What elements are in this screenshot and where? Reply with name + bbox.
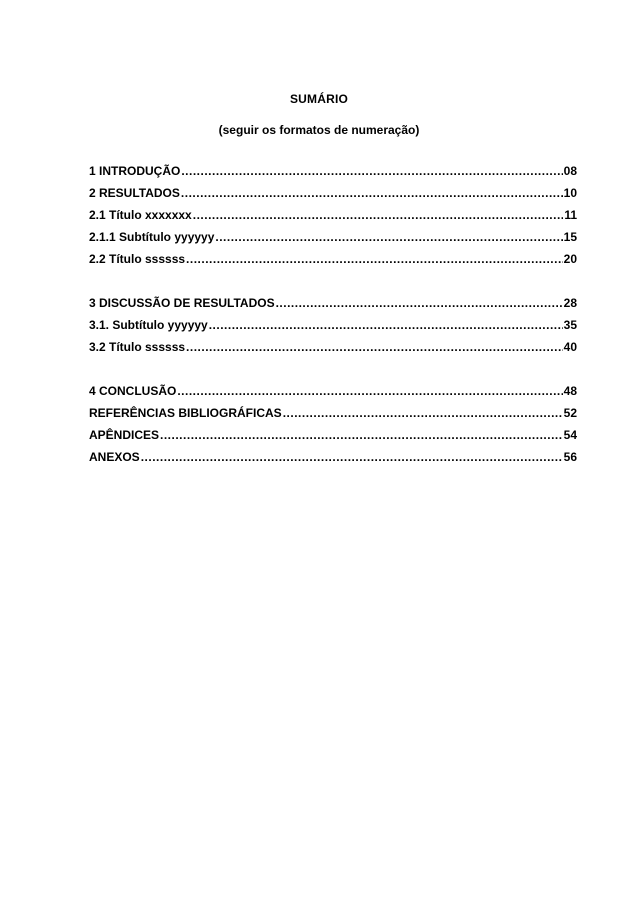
toc-entry-label: 2 RESULTADOS xyxy=(89,186,180,200)
toc-entry-page: 15 xyxy=(563,230,577,244)
toc-entry-page: 08 xyxy=(563,164,577,178)
toc-entry xyxy=(89,292,577,314)
toc-dot-leader xyxy=(186,248,563,270)
toc-entry xyxy=(89,336,577,358)
toc-entry-page: 11 xyxy=(564,208,577,222)
toc-entry-label: 1 INTRODUÇÃO xyxy=(89,164,181,178)
toc-entry-label: 2.1 Título xxxxxxx xyxy=(89,208,192,222)
toc-entry xyxy=(89,160,577,182)
toc-entry-page: 40 xyxy=(563,340,577,354)
toc-entry-label: REFERÊNCIAS BIBLIOGRÁFICAS xyxy=(89,406,282,420)
toc-dot-leader xyxy=(141,446,563,468)
toc-entry-page: 48 xyxy=(563,384,577,398)
toc-group-3 xyxy=(89,380,577,468)
toc-entry xyxy=(89,204,577,226)
page-subtitle: (seguir os formatos de numeração) xyxy=(218,123,420,137)
toc-dot-leader xyxy=(215,226,562,248)
toc-entry xyxy=(89,182,577,204)
toc-entry-page: 28 xyxy=(563,296,577,310)
toc-entry-label: 4 CONCLUSÃO xyxy=(89,384,177,398)
toc-dot-leader xyxy=(160,424,563,446)
toc-entry-label: 3 DISCUSSÃO DE RESULTADOS xyxy=(89,296,275,310)
toc-dot-leader xyxy=(186,336,563,358)
toc-entry-page: 52 xyxy=(563,406,577,420)
toc-entry-label: 3.1. Subtítulo yyyyyy xyxy=(89,318,208,332)
toc-entry-page: 20 xyxy=(563,252,577,266)
toc-entry xyxy=(89,380,577,402)
toc-entry-page: 54 xyxy=(563,428,577,442)
table-of-contents xyxy=(89,160,577,468)
page-title: SUMÁRIO xyxy=(289,92,349,106)
toc-entry-label: 2.1.1 Subtítulo yyyyyy xyxy=(89,230,215,244)
toc-entry-label: 3.2 Título ssssss xyxy=(89,340,186,354)
toc-entry-page: 35 xyxy=(563,318,577,332)
toc-entry xyxy=(89,248,577,270)
toc-dot-leader xyxy=(283,402,563,424)
toc-entry-page: 10 xyxy=(563,186,577,200)
toc-dot-leader xyxy=(177,380,562,402)
toc-group-1 xyxy=(89,160,577,270)
toc-entry xyxy=(89,402,577,424)
toc-dot-leader xyxy=(276,292,563,314)
toc-entry xyxy=(89,314,577,336)
toc-dot-leader xyxy=(193,204,564,226)
toc-group-2 xyxy=(89,292,577,358)
toc-entry-page: 56 xyxy=(563,450,577,464)
toc-entry-label: 2.2 Título ssssss xyxy=(89,252,186,266)
toc-dot-leader xyxy=(181,182,563,204)
toc-entry xyxy=(89,226,577,248)
toc-entry-label: APÊNDICES xyxy=(89,428,160,442)
toc-dot-leader xyxy=(209,314,563,336)
toc-entry xyxy=(89,424,577,446)
toc-entry-label: ANEXOS xyxy=(89,450,140,464)
toc-entry xyxy=(89,446,577,468)
toc-dot-leader xyxy=(181,160,562,182)
